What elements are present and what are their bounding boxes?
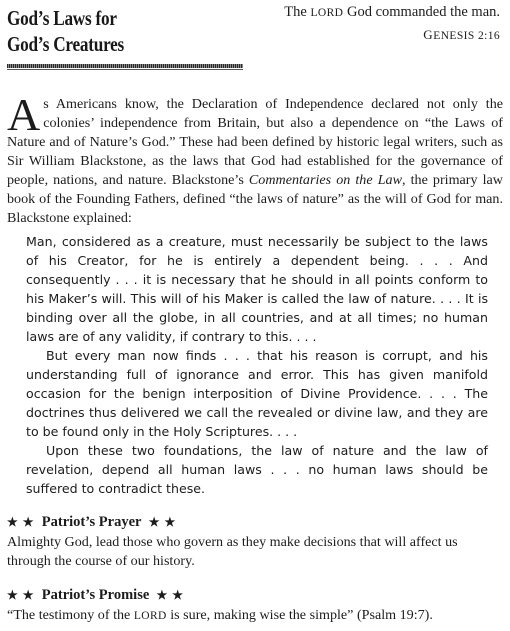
intro-text-before: s Americans know, the Declaration of Independence declared not only the colonies’ independence from Britain, but also a dependence on “the Laws of Nature and of Nature’s God.” These had been defined by historic legal writers, such as Sir William Blackstone, as the laws that God had established for the governance of people, nations, and nature. Blackstone’s xyxy=(7,96,503,188)
blackstone-quote xyxy=(26,232,488,498)
title-line-1: God’s Laws for xyxy=(7,6,117,30)
epigraph-text-pre: The xyxy=(284,4,311,20)
star-icon: ★ ★ xyxy=(7,515,35,529)
promise-heading-text: Patriot’s Promise xyxy=(41,587,150,603)
promise-heading xyxy=(7,586,184,605)
epigraph-reference xyxy=(284,27,500,43)
star-icon: ★ ★ xyxy=(7,588,35,602)
prayer-heading-text: Patriot’s Prayer xyxy=(41,514,142,530)
prayer-text: Almighty God, lead those who govern as they make decisions that will affect us through the course of our history. xyxy=(7,534,458,569)
quote-paragraph-1: Man, considered as a creature, must necessarily be subject to the laws of his Creator, for he is entirely a dependent being. . . . And consequently . . . it is necessary that he should in all points conform to his Maker’s will. This will of his Maker is called the law of nature. . . . It is binding over all the globe, in all countries, and at all times; no human laws are of any validity, if contrary to this. . . . xyxy=(26,234,488,344)
star-icon: ★ ★ xyxy=(156,588,185,602)
quote-paragraph-3: Upon these two foundations, the law of nature and the law of revelation, depend all human laws . . . no human laws should be suffered to contradict these. xyxy=(26,443,488,496)
drop-cap: A xyxy=(7,89,41,140)
prayer-heading xyxy=(7,513,176,532)
page-title xyxy=(7,5,124,57)
promise-text-pre: “The testimony of the xyxy=(7,607,134,623)
epigraph-ref-initial: G xyxy=(423,27,434,42)
book-title: Commentaries on the Law xyxy=(248,172,402,188)
quote-paragraph-2: But every man now finds . . . that his reason is corrupt, and his understanding full of ignorance and error. This has given manifold occasion for the benign interposition of Divine Providence. . . . The doctrines thus delivered we call the revealed or divine law, and they are to be found only in the Holy Scriptures. . . . xyxy=(26,348,488,439)
title-rule xyxy=(7,64,243,68)
epigraph-text-post: God commanded the man. xyxy=(343,4,500,20)
epigraph-lord: LORD xyxy=(310,7,344,19)
promise-text xyxy=(7,606,503,626)
intro-text-after: , the primary law book of the Founding Fathers, defined “the laws of nature” as the will of God for man. Blackstone explained: xyxy=(7,172,503,226)
promise-text-post: is sure, making wise the simple” (Psalm 19:7). xyxy=(166,607,433,623)
epigraph-quote xyxy=(284,2,500,23)
title-rule-underline xyxy=(7,69,243,70)
intro-paragraph xyxy=(7,89,503,228)
title-line-2: God’s Creatures xyxy=(7,32,125,56)
epigraph-ref-rest: ENESIS 2:16 xyxy=(433,30,500,42)
star-icon: ★ ★ xyxy=(148,515,177,529)
promise-lord: LORD xyxy=(133,610,167,622)
epigraph xyxy=(284,2,500,43)
